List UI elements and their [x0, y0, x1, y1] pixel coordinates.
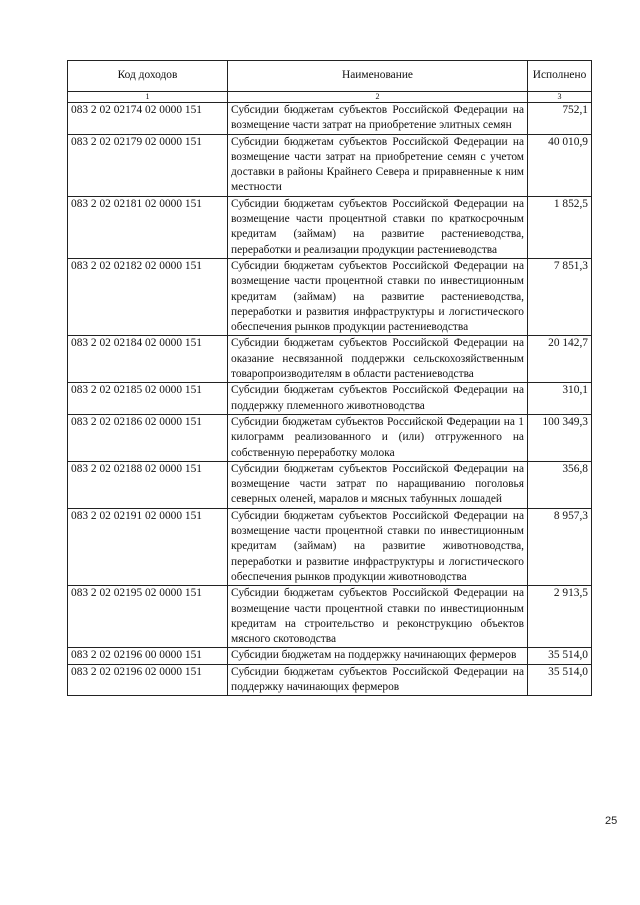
code-cell: 083 2 02 02181 02 0000 151 — [68, 196, 228, 258]
column-numbers-row — [68, 92, 592, 103]
name-cell: Субсидии бюджетам субъектов Российской Федерации на возмещение части затрат на приобретение элитных семян — [228, 103, 528, 135]
amount-cell: 8 957,3 — [528, 508, 592, 585]
name-cell: Субсидии бюджетам субъектов Российской Федерации на возмещение части процентной ставки по инвестиционным кредитам на строительство и реконструкцию объектов мясного скотоводства — [228, 586, 528, 648]
table-row — [68, 258, 592, 335]
code-cell: 083 2 02 02196 02 0000 151 — [68, 664, 228, 696]
amount-cell: 2 913,5 — [528, 586, 592, 648]
code-cell: 083 2 02 02195 02 0000 151 — [68, 586, 228, 648]
code-cell: 083 2 02 02179 02 0000 151 — [68, 134, 228, 196]
amount-cell: 7 851,3 — [528, 258, 592, 335]
revenue-table — [67, 60, 592, 696]
column-number: 1 — [68, 92, 228, 103]
code-cell: 083 2 02 02184 02 0000 151 — [68, 336, 228, 383]
name-cell: Субсидии бюджетам субъектов Российской Федерации на возмещение части затрат по наращиванию поголовья северных оленей, маралов и мясных табунных лошадей — [228, 461, 528, 508]
name-cell: Субсидии бюджетам субъектов Российской Федерации на оказание несвязанной поддержки сельскохозяйственным товаропроизводителям в области растениеводства — [228, 336, 528, 383]
name-cell: Субсидии бюджетам субъектов Российской Федерации на возмещение части процентной ставки по инвестиционным кредитам (займам) на развитие растениеводства, переработки и развития инфраструктуры и логистического обеспечения рынков продукции растениеводства — [228, 258, 528, 335]
amount-cell: 100 349,3 — [528, 414, 592, 461]
table-row — [68, 103, 592, 135]
name-cell: Субсидии бюджетам субъектов Российской Федерации на поддержку племенного животноводства — [228, 383, 528, 415]
code-cell: 083 2 02 02186 02 0000 151 — [68, 414, 228, 461]
code-cell: 083 2 02 02191 02 0000 151 — [68, 508, 228, 585]
column-number: 2 — [228, 92, 528, 103]
header-code: Код доходов — [68, 61, 228, 92]
table-row — [68, 196, 592, 258]
amount-cell: 35 514,0 — [528, 664, 592, 696]
table-row — [68, 461, 592, 508]
table-row — [68, 664, 592, 696]
amount-cell: 310,1 — [528, 383, 592, 415]
table-row — [68, 414, 592, 461]
amount-cell: 40 010,9 — [528, 134, 592, 196]
header-name: Наименование — [228, 61, 528, 92]
amount-cell: 356,8 — [528, 461, 592, 508]
table-row — [68, 336, 592, 383]
name-cell: Субсидии бюджетам субъектов Российской Федерации на возмещение части процентной ставки по инвестиционным кредитам (займам) на развитие животноводства, переработки и развитие инфраструктуры и логистического обеспечения рынков продукции животноводства — [228, 508, 528, 585]
code-cell: 083 2 02 02174 02 0000 151 — [68, 103, 228, 135]
name-cell: Субсидии бюджетам субъектов Российской Федерации на поддержку начинающих фермеров — [228, 664, 528, 696]
table-row — [68, 586, 592, 648]
code-cell: 083 2 02 02185 02 0000 151 — [68, 383, 228, 415]
name-cell: Субсидии бюджетам на поддержку начинающих фермеров — [228, 648, 528, 664]
code-cell: 083 2 02 02188 02 0000 151 — [68, 461, 228, 508]
amount-cell: 1 852,5 — [528, 196, 592, 258]
table-row — [68, 134, 592, 196]
code-cell: 083 2 02 02182 02 0000 151 — [68, 258, 228, 335]
amount-cell: 752,1 — [528, 103, 592, 135]
name-cell: Субсидии бюджетам субъектов Российской Федерации на возмещение части процентной ставки по краткосрочным кредитам (займам) на развитие растениеводства, переработки и реализации продукции растениеводства — [228, 196, 528, 258]
amount-cell: 20 142,7 — [528, 336, 592, 383]
table-row — [68, 383, 592, 415]
table-row — [68, 508, 592, 585]
table-row — [68, 648, 592, 664]
name-cell: Субсидии бюджетам субъектов Российской Федерации на 1 килограмм реализованного и (или) отгруженного на собственную переработку молока — [228, 414, 528, 461]
column-number: 3 — [528, 92, 592, 103]
page-number: 25 — [605, 815, 618, 827]
header-row — [68, 61, 592, 92]
name-cell: Субсидии бюджетам субъектов Российской Федерации на возмещение части затрат на приобретение семян с учетом доставки в районы Крайнего Севера и приравненные к ним местности — [228, 134, 528, 196]
header-amount: Исполнено — [528, 61, 592, 92]
code-cell: 083 2 02 02196 00 0000 151 — [68, 648, 228, 664]
amount-cell: 35 514,0 — [528, 648, 592, 664]
